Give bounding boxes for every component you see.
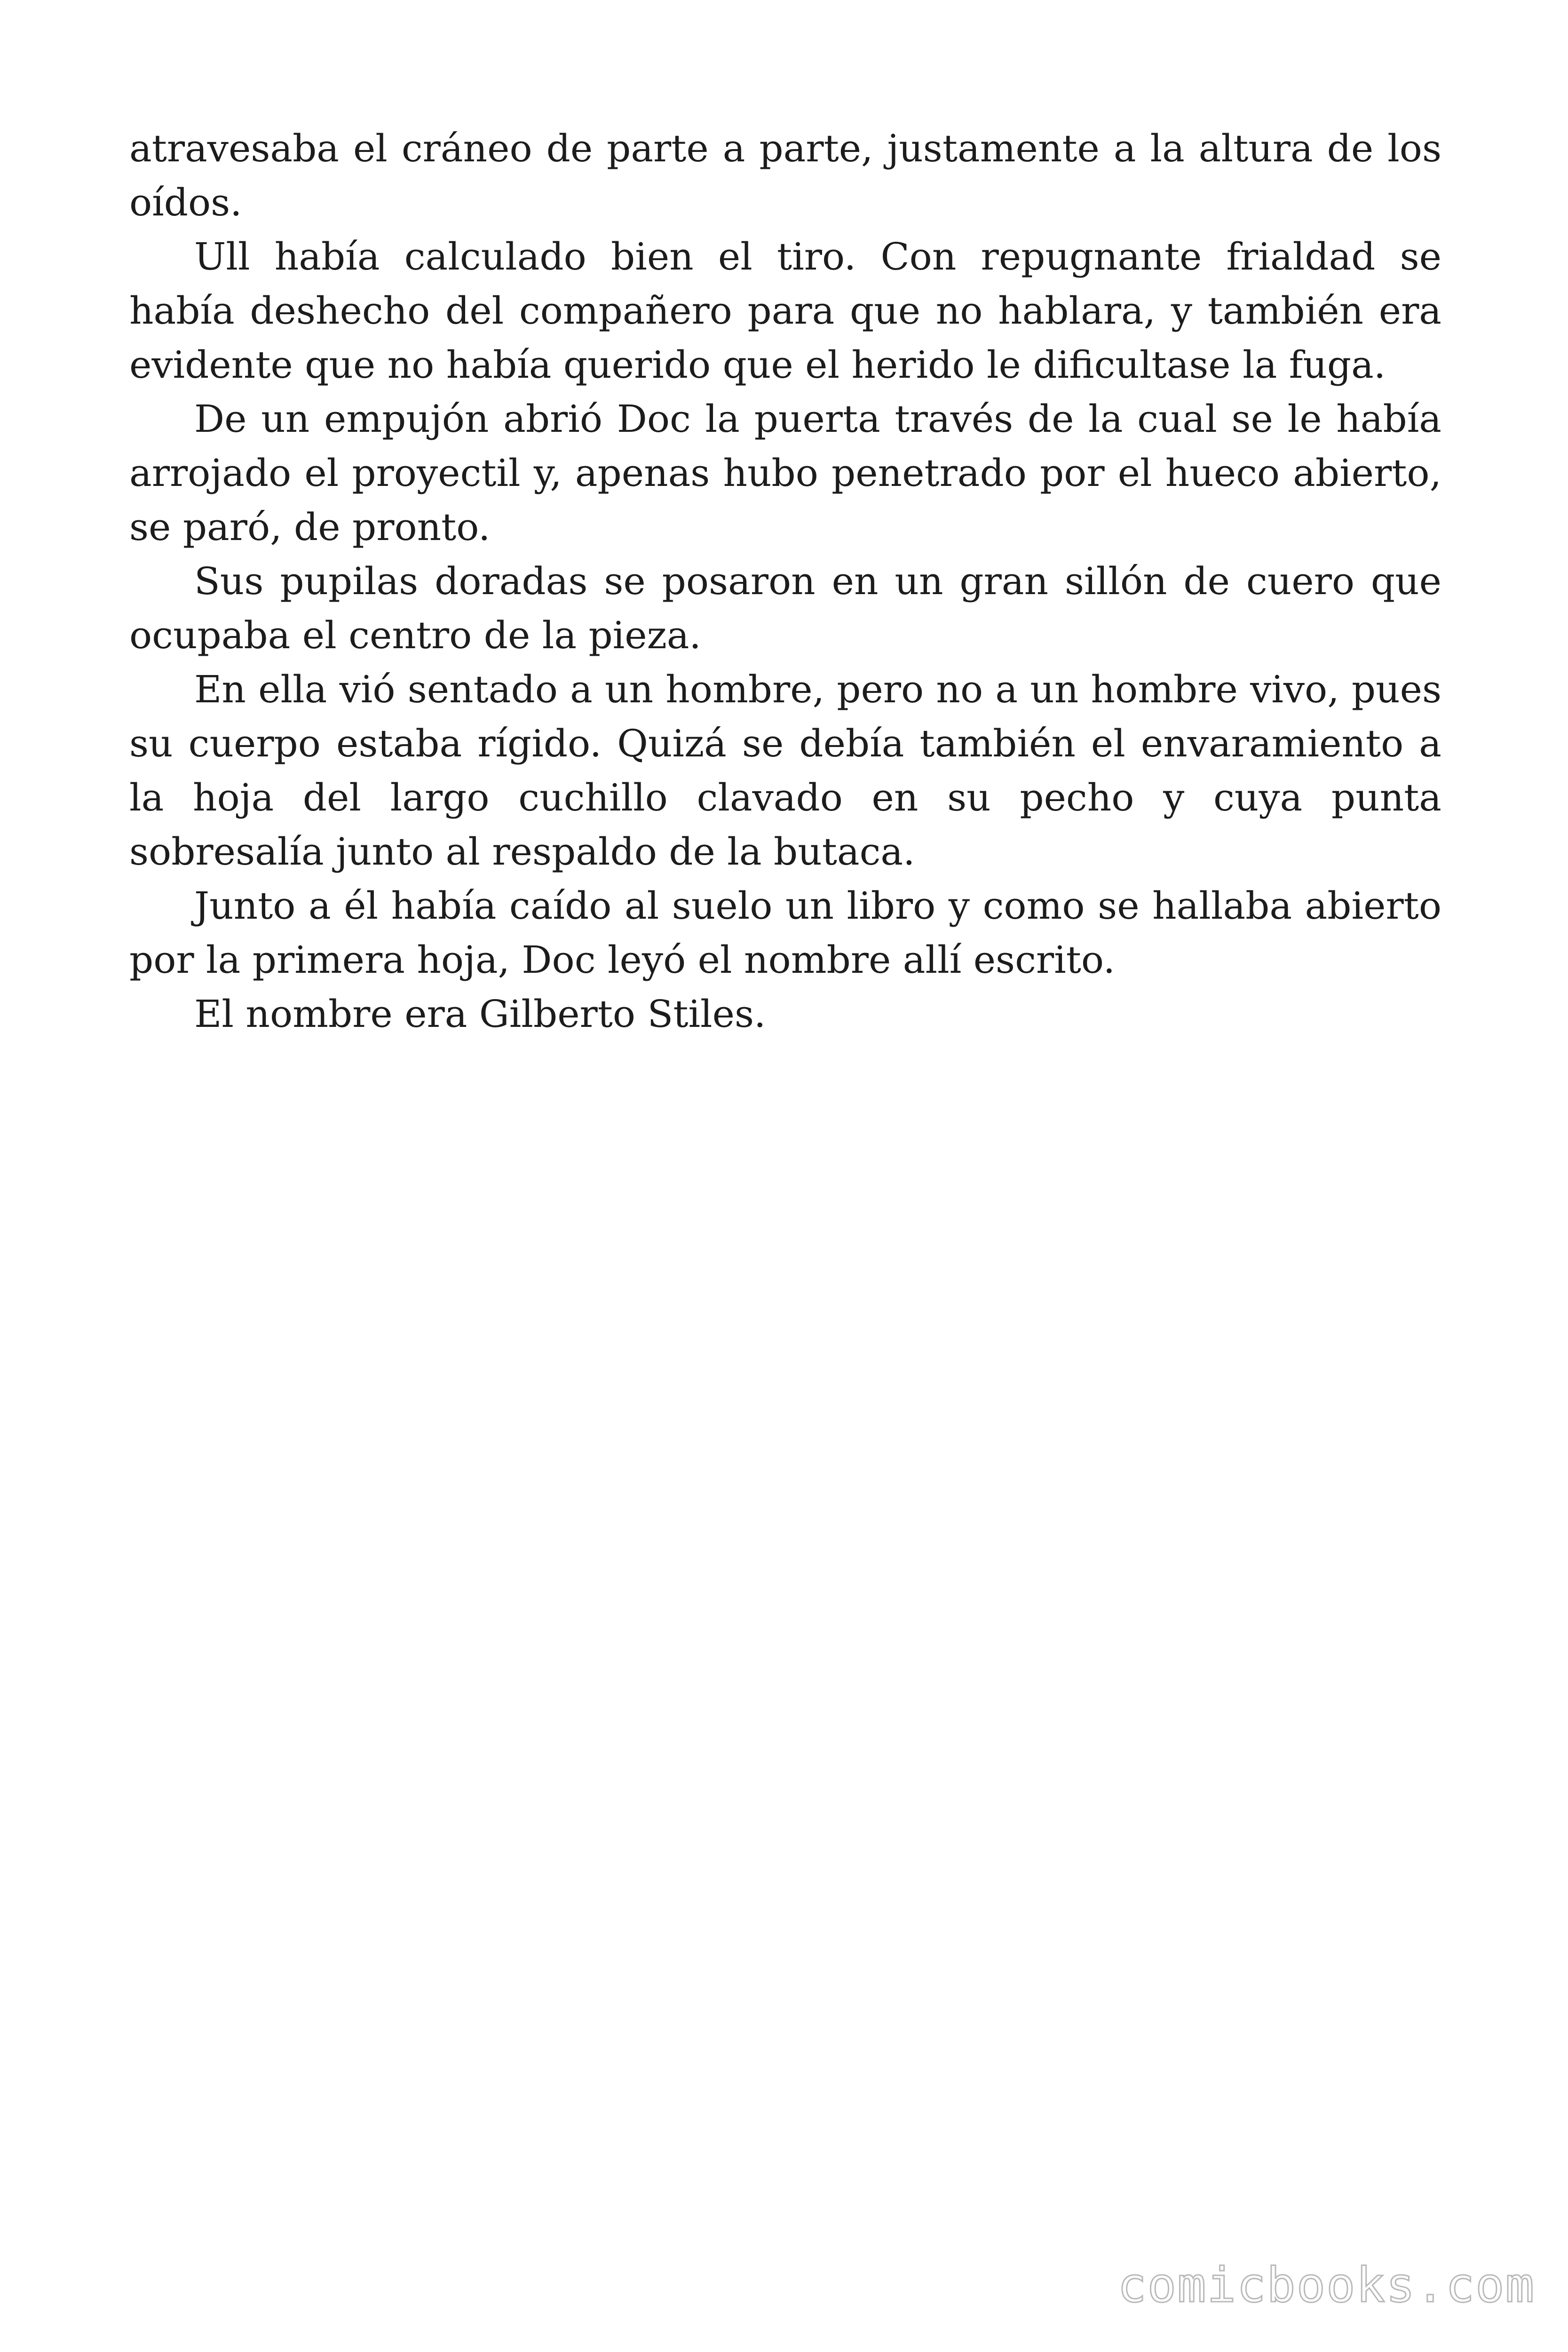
paragraph-3: De un empujón abrió Doc la puerta través de la cual se le había arrojado el proyectil y, apenas hubo penetrado por el hueco abierto, se paró, de pronto. [129, 397, 1441, 549]
page-body-text [129, 121, 1441, 1041]
paragraph-4: Sus pupilas doradas se posaron en un gran sillón de cuero que ocupaba el centro de la pieza. [129, 559, 1441, 657]
paragraph-1: atravesaba el cráneo de parte a parte, justamente a la altura de los oídos. [129, 127, 1441, 224]
paragraph-7: El nombre era Gilberto Stiles. [194, 992, 766, 1036]
paragraph-5: En ella vió sentado a un hombre, pero no a un hombre vivo, pues su cuerpo estaba rígido. Quizá se debía también el envaramiento a la hoja del largo cuchillo clavado en su pecho y cuya punta sobresalía junto al respaldo de la butaca. [129, 667, 1441, 874]
watermark-text: comicbooks.com [1117, 2257, 1535, 2313]
paragraph-2: Ull había calculado bien el tiro. Con repugnante frialdad se había deshecho del compañero para que no hablara, y también era evidente que no había querido que el herido le dificultase la fuga. [129, 235, 1441, 387]
paragraph-6: Junto a él había caído al suelo un libro y como se hallaba abierto por la primera hoja, Doc leyó el nombre allí escrito. [129, 884, 1441, 982]
